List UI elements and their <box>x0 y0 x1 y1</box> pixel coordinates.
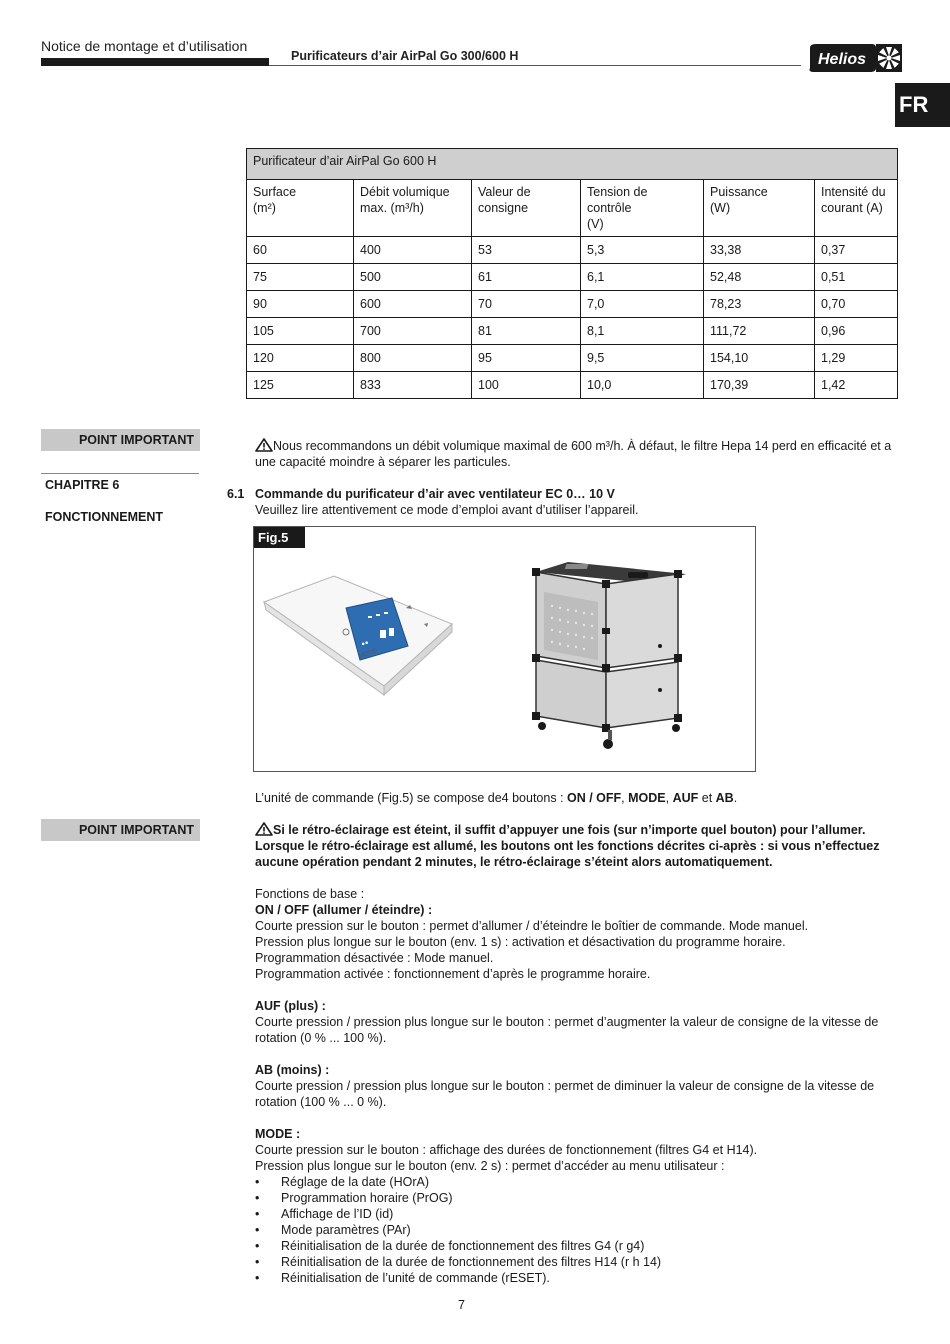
table-cell: 33,38 <box>704 237 815 264</box>
table-cell: 0,37 <box>815 237 898 264</box>
table-cell: 90 <box>247 291 354 318</box>
ab-title: AB (moins) : <box>255 1063 330 1077</box>
page-number: 7 <box>458 1298 465 1312</box>
warning-icon <box>255 822 273 836</box>
column-header: Intensité du courant (A) <box>815 180 898 237</box>
header-rule <box>269 65 801 66</box>
section-intro: Veuillez lire attentivement ce mode d’emploi avant d’utiliser l’appareil. <box>255 503 639 517</box>
table-cell: 105 <box>247 318 354 345</box>
column-header: Valeur de consigne <box>472 180 581 237</box>
svg-text:●●: ●● <box>360 639 370 648</box>
figure-label: Fig.5 <box>254 527 305 548</box>
table-cell: 1,29 <box>815 345 898 372</box>
table-cell: 75 <box>247 264 354 291</box>
table-cell: 6,1 <box>581 264 704 291</box>
table-cell: 0,96 <box>815 318 898 345</box>
table-cell: 111,72 <box>704 318 815 345</box>
table-cell: 60 <box>247 237 354 264</box>
table-row <box>247 264 898 291</box>
air-purifier-illustration <box>528 560 698 760</box>
functions-section: Fonctions de base : ON / OFF (allumer / éteindre) : Courte pression sur le bouton : permet d’allumer / d’éteindre le boîtier de commande. Mode manuel. Pression plus longue sur le bouton (env. 1 s) : activation et désactivation du programme horaire. Programmation désactivée : Mode manuel. Programmation activée : fonctionnement d’après le programme horaire. AUF (plus) : Courte pression / pression plus longue sur le bouton : permet d’augmenter la valeur de consigne de la vitesse de rotation (0 % ... 100 %). AB (moins) : Courte pression / pression plus longue sur le bouton : permet de diminuer la valeur de consigne de la vitesse de rotation (100 % ... 0 %). MODE : Courte pression sur le bouton : affichage des durées de fonctionnement (filtres G4 et H14). Pression plus longue sur le bouton (env. 2 s) : permet d’accéder au menu utilisateur : • Réglage de la date (HOrA) • Programmation horaire (PrOG) • Affichage de l’ID (id) • Mode paramètres (PAr) • Réinitialisation de la durée de fonctionnement des filtres G4 (r g4) • Réinitialisation de la durée de fonctionnement des filtres H14 (r h 14) • Réinitialisation de l’unité de commande (rESET). <box>255 886 915 1286</box>
list-item: • Programmation horaire (PrOG) <box>255 1190 915 1206</box>
side-divider <box>41 473 199 474</box>
document-type: Notice de montage et d’utilisation <box>41 38 248 54</box>
functions-intro: Fonctions de base : <box>255 887 365 901</box>
chapter-number: CHAPITRE 6 <box>45 478 120 492</box>
table-cell: 154,10 <box>704 345 815 372</box>
table-cell: 78,23 <box>704 291 815 318</box>
column-header: Tension de contrôle (V) <box>581 180 704 237</box>
table-cell: 125 <box>247 372 354 399</box>
helios-logo <box>806 42 902 74</box>
chapter-title: FONCTIONNEMENT <box>45 510 164 524</box>
table-cell: 61 <box>472 264 581 291</box>
control-panel-illustration <box>258 572 458 702</box>
table-row <box>247 345 898 372</box>
column-header: Surface (m²) <box>247 180 354 237</box>
table-cell: 8,1 <box>581 318 704 345</box>
section-title: Commande du purificateur d’air avec ventilateur EC 0… 10 V <box>255 487 615 501</box>
table-cell: 600 <box>354 291 472 318</box>
note-backlight: Si le rétro-éclairage est éteint, il suffit d’appuyer une fois (sur n’importe quel bouton) pour l’allumer. Lorsque le rétro-éclairage est allumé, les boutons ont les fonctions décrites ci-après : si vous n’effectuez aucune opération pendant 2 minutes, le rétro-éclairage s’éteint alors automatiquement. <box>255 823 880 869</box>
auf-title: AUF (plus) : <box>255 999 326 1013</box>
logo-text: Helios <box>817 51 867 68</box>
table-cell: 53 <box>472 237 581 264</box>
table-row <box>247 372 898 399</box>
table-cell: 81 <box>472 318 581 345</box>
table-cell: 7,0 <box>581 291 704 318</box>
table-row <box>247 237 898 264</box>
panel-mode-text: MODE <box>358 648 378 660</box>
table-cell: 70 <box>472 291 581 318</box>
table-row <box>247 291 898 318</box>
column-header: Débit volumique max. (m³/h) <box>354 180 472 237</box>
table-cell: 1,42 <box>815 372 898 399</box>
list-item: • Réinitialisation de la durée de fonctionnement des filtres G4 (r g4) <box>255 1238 915 1254</box>
table-cell: 700 <box>354 318 472 345</box>
list-item: • Affichage de l’ID (id) <box>255 1206 915 1222</box>
section-number: 6.1 <box>227 487 245 501</box>
list-item: • Réglage de la date (HOrA) <box>255 1174 915 1190</box>
table-header-row <box>247 180 898 237</box>
user-menu-list <box>255 1174 915 1286</box>
table-cell: 5,3 <box>581 237 704 264</box>
list-item: • Réinitialisation de la durée de fonctionnement des filtres H14 (r h 14) <box>255 1254 915 1270</box>
important-label: POINT IMPORTANT <box>41 429 200 451</box>
list-item: • Mode paramètres (PAr) <box>255 1222 915 1238</box>
note-recommendation: Nous recommandons un débit volumique maximal de 600 m³/h. À défaut, le filtre Hepa 14 perd en efficacité et a une capacité moindre à séparer les particules. <box>255 439 892 469</box>
table-cell: 52,48 <box>704 264 815 291</box>
table-cell: 100 <box>472 372 581 399</box>
table-cell: 500 <box>354 264 472 291</box>
list-item: • Réinitialisation de l’unité de commande (rESET). <box>255 1270 915 1286</box>
mode-title: MODE : <box>255 1127 301 1141</box>
table-cell: 833 <box>354 372 472 399</box>
table-cell: 120 <box>247 345 354 372</box>
table-cell: 400 <box>354 237 472 264</box>
header-bar <box>41 58 269 66</box>
table-caption: Purificateur d’air AirPal Go 600 H <box>247 149 898 180</box>
table-cell: 9,5 <box>581 345 704 372</box>
important-label: POINT IMPORTANT <box>41 819 200 841</box>
column-header: Puissance (W) <box>704 180 815 237</box>
onoff-title: ON / OFF (allumer / éteindre) : <box>255 903 433 917</box>
language-tab: FR <box>895 83 950 127</box>
table-cell: 0,51 <box>815 264 898 291</box>
table-cell: 95 <box>472 345 581 372</box>
buttons-description: L’unité de commande (Fig.5) se compose de4 boutons : ON / OFF, MODE, AUF et AB. <box>255 791 738 805</box>
specifications-table <box>246 148 898 399</box>
table-row <box>247 318 898 345</box>
table-cell: 0,70 <box>815 291 898 318</box>
warning-icon <box>255 438 273 452</box>
table-cell: 170,39 <box>704 372 815 399</box>
table-cell: 800 <box>354 345 472 372</box>
table-cell: 10,0 <box>581 372 704 399</box>
product-title: Purificateurs d’air AirPal Go 300/600 H <box>291 49 519 63</box>
